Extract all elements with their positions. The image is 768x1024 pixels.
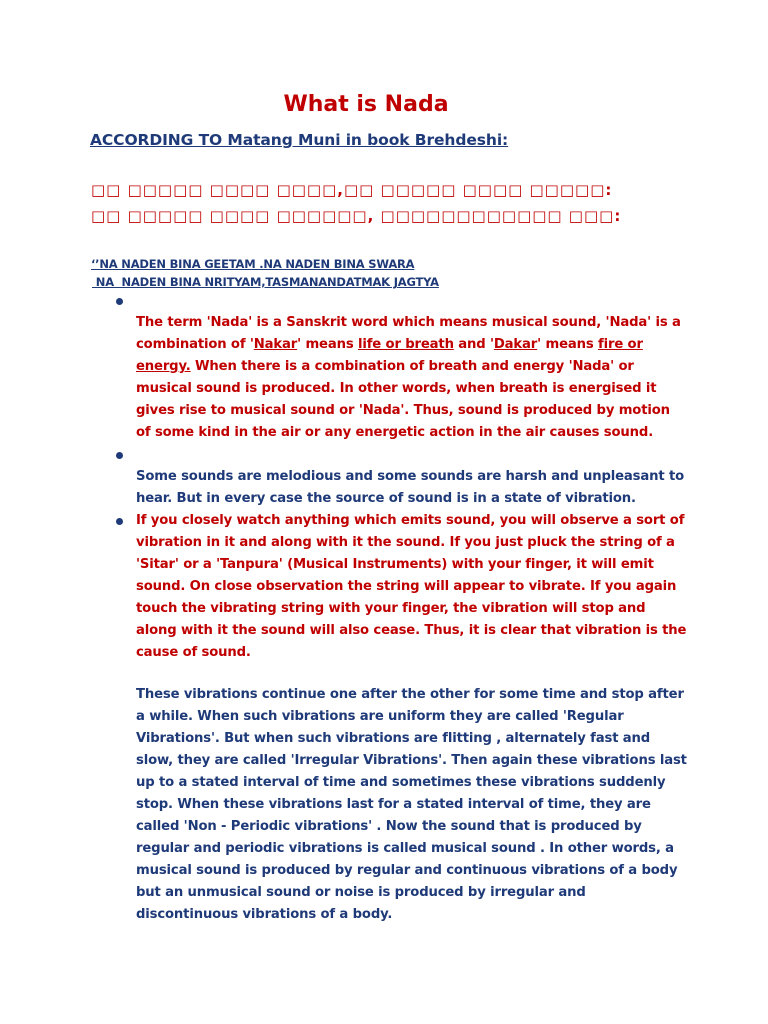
paragraph-sitar-example: If you closely watch anything which emits sound, you will observe a sort of vibration in it and along with it the sound. If you just pluck the string of a 'Sitar' or a 'Tanpura' (Musical Instruments) with your finger, it will emit sound. On close observation the string will appear to vibrate. If you again touch the vibrating string with your finger, the vibration will stop and along with it the sound will also cease. Thus, it is clear that vibration is the cause of sound. (136, 513, 687, 660)
sanskrit-line-1: □□ □□□□□ □□□□ □□□□,□□ □□□□□ □□□□ □□□□□: (91, 181, 613, 199)
transliteration-line-1: ‘’NA NADEN BINA GEETAM .NA NADEN BINA SWARA (91, 257, 415, 271)
underlined-term-dakar: Dakar (493, 337, 538, 352)
underlined-term-fire-or-energy: fire or energy. (136, 337, 643, 374)
bullet-marker (116, 518, 123, 525)
bullet-marker (116, 452, 123, 459)
page-title: What is Nada (283, 92, 449, 117)
text-run: ' means (537, 337, 599, 352)
sanskrit-line-2: □□ □□□□□ □□□□ □□□□□□, □□□□□□□□□□□□ □□□: (91, 207, 622, 225)
text-run: and ' (453, 337, 494, 352)
bullet-marker (116, 298, 123, 305)
transliteration-line-2: NA NADEN BINA NRITYAM,TASMANANDATMAK JAGTYA (92, 275, 439, 289)
underlined-term-nakar: Nakar (253, 337, 298, 352)
underlined-term-life-or-breath: life or breath (357, 337, 454, 352)
text-run: ' means (297, 337, 358, 352)
paragraph-nada-definition (136, 312, 688, 444)
text-run: When there is a combination of breath and energy 'Nada' or musical sound is produced. In other words, when breath is energised it gives rise to musical sound or 'Nada'. Thus, sound is produced by motion of some kind in the air or any energetic action in the air causes sound. (136, 359, 670, 440)
paragraph-sound-vibration: Some sounds are melodious and some sounds are harsh and unpleasant to hear. But in every case the source of sound is in a state of vibration. (136, 469, 685, 506)
paragraph-vibration-types: These vibrations continue one after the other for some time and stop after a while. When such vibrations are uniform they are called 'Regular Vibrations'. But when such vibrations are flitting , alternately fast and slow, they are called 'Irregular Vibrations'. Then again these vibrations last up to a stated interval of time and sometimes these vibrations suddenly stop. When these vibrations last for a stated interval of time, they are called 'Non - Periodic vibrations' . Now the sound that is produced by regular and periodic vibrations is called musical sound . In other words, a musical sound is produced by regular and continuous vibrations of a body but an unmusical sound or noise is produced by irregular and discontinuous vibrations of a body. (136, 687, 687, 922)
subtitle: ACCORDING TO Matang Muni in book Brehdeshi: (90, 131, 509, 149)
text-run: The term 'Nada' is a Sanskrit word which means musical sound, 'Nada' is a combination of ' (136, 315, 681, 352)
